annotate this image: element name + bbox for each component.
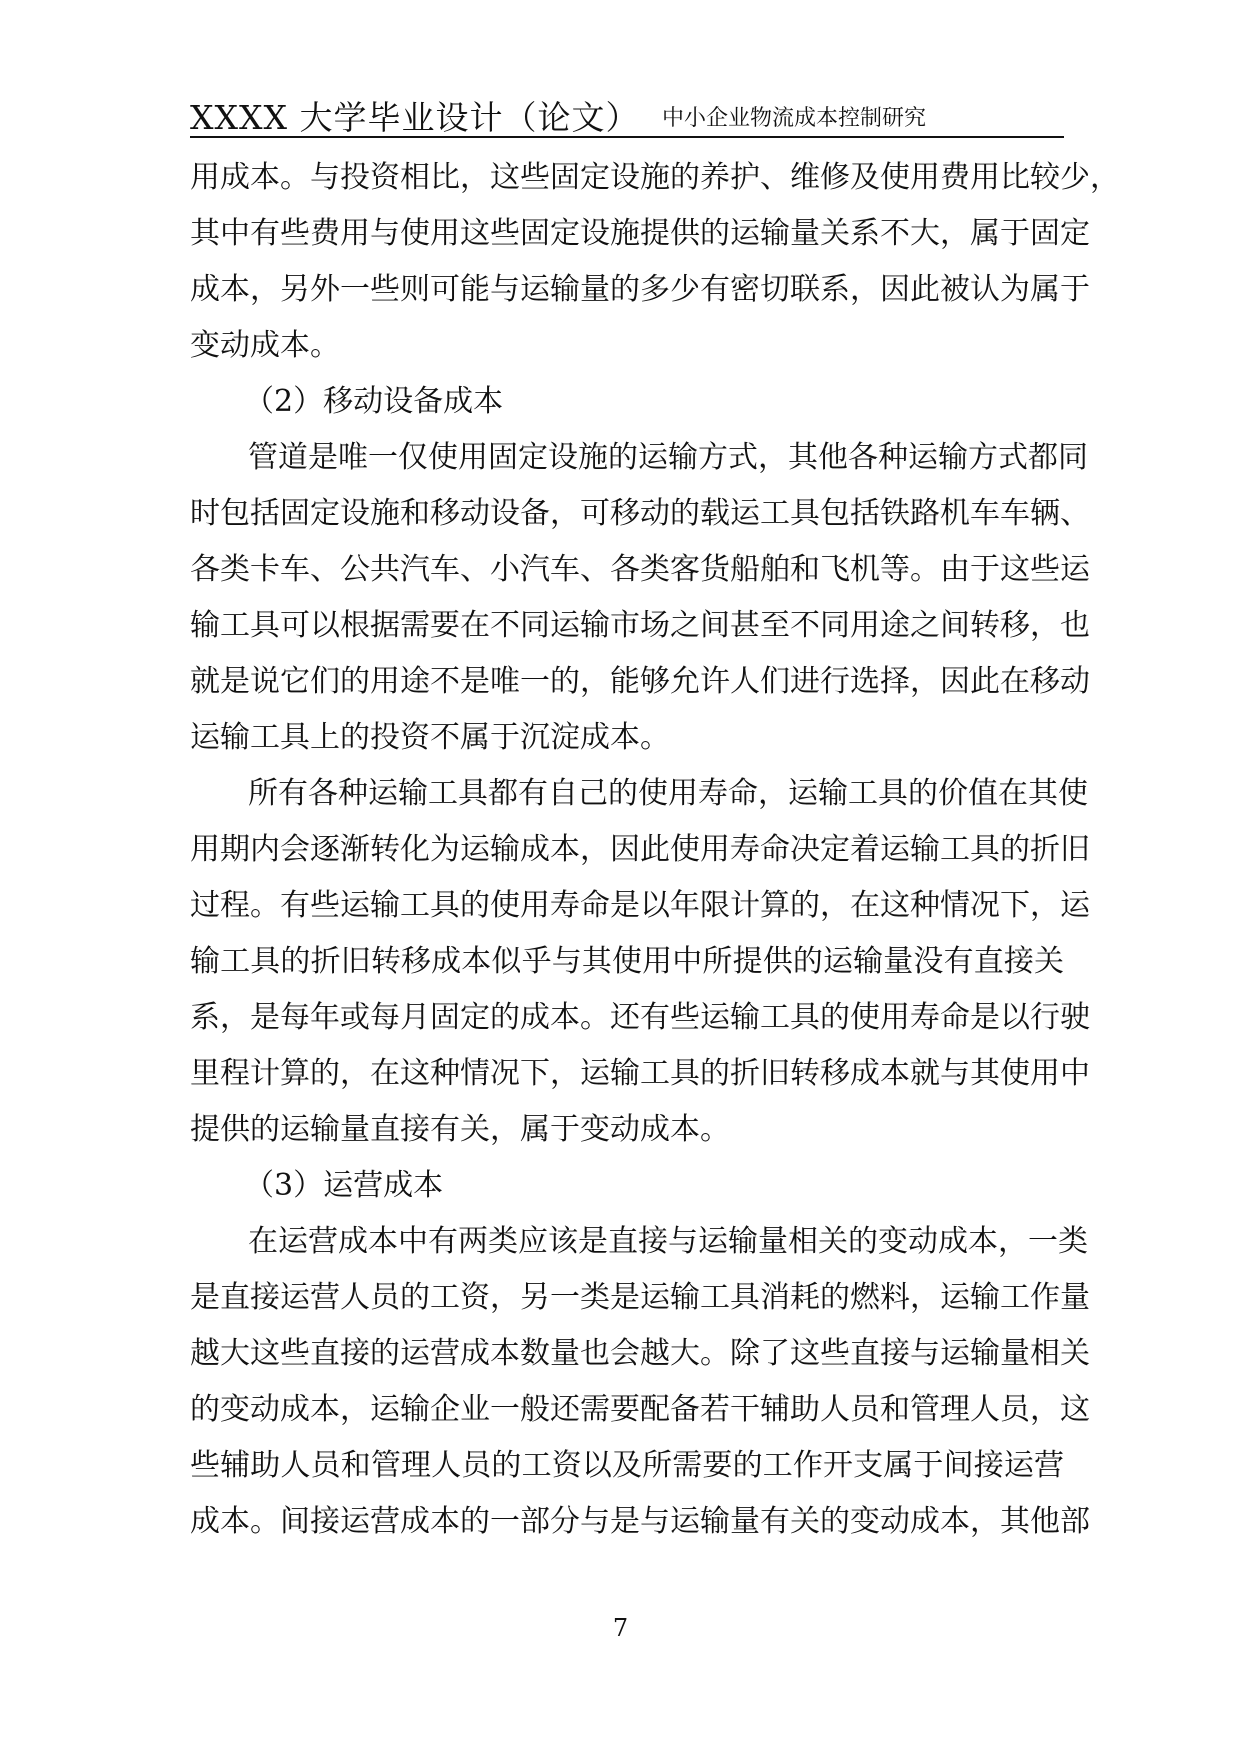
header-topic: 中小企业物流成本控制研究 [662,106,927,131]
body-line: 提供的运输量直接有关，属于变动成本。 [190,1112,730,1147]
body-line: 各类卡车、公共汽车、小汽车、各类客货船舶和飞机等。由于这些运 [190,552,1090,587]
body-line: 管道是唯一仅使用固定设施的运输方式，其他各种运输方式都同 [248,440,1088,475]
body-line: 越大这些直接的运营成本数量也会越大。除了这些直接与运输量相关 [190,1336,1090,1371]
body-line: 些辅助人员和管理人员的工资以及所需要的工作开支属于间接运营 [190,1448,1064,1483]
body-line: 变动成本。 [190,328,340,363]
body-line: 用期内会逐渐转化为运输成本，因此使用寿命决定着运输工具的折旧 [190,832,1090,867]
body-line: 就是说它们的用途不是唯一的，能够允许人们进行选择，因此在移动 [190,664,1090,699]
body-line: 过程。有些运输工具的使用寿命是以年限计算的，在这种情况下，运 [190,888,1090,923]
body-line: 是直接运营人员的工资，另一类是运输工具消耗的燃料，运输工作量 [190,1280,1090,1315]
body-line: 里程计算的，在这种情况下，运输工具的折旧转移成本就与其使用中 [190,1056,1090,1091]
body-line: 输工具可以根据需要在不同运输市场之间甚至不同用途之间转移，也 [190,608,1090,643]
body-line: 用成本。与投资相比，这些固定设施的养护、维修及使用费用比较少， [190,160,1120,195]
body-line: 成本，另外一些则可能与运输量的多少有密切联系，因此被认为属于 [190,272,1090,307]
section-heading: （2）移动设备成本 [244,384,504,419]
section-heading: （3）运营成本 [244,1168,444,1203]
body-line: 系，是每年或每月固定的成本。还有些运输工具的使用寿命是以行驶 [190,1000,1090,1035]
page-header [190,88,1064,138]
body-line: 成本。间接运营成本的一部分与是与运输量有关的变动成本，其他部 [190,1504,1090,1539]
body-line: 在运营成本中有两类应该是直接与运输量相关的变动成本，一类 [248,1224,1088,1259]
body-line: 所有各种运输工具都有自己的使用寿命，运输工具的价值在其使 [248,776,1088,811]
body-line: 时包括固定设施和移动设备，可移动的载运工具包括铁路机车车辆、 [190,496,1090,531]
header-thesis-title: XXXX 大学毕业设计（论文） [190,98,640,137]
body-line: 其中有些费用与使用这些固定设施提供的运输量关系不大，属于固定 [190,216,1090,251]
body-line: 的变动成本，运输企业一般还需要配备若干辅助人员和管理人员，这 [190,1392,1090,1427]
body-line: 运输工具上的投资不属于沉淀成本。 [190,720,670,755]
body-line: 输工具的折旧转移成本似乎与其使用中所提供的运输量没有直接关 [190,944,1064,979]
page-number: 7 [612,1614,629,1642]
